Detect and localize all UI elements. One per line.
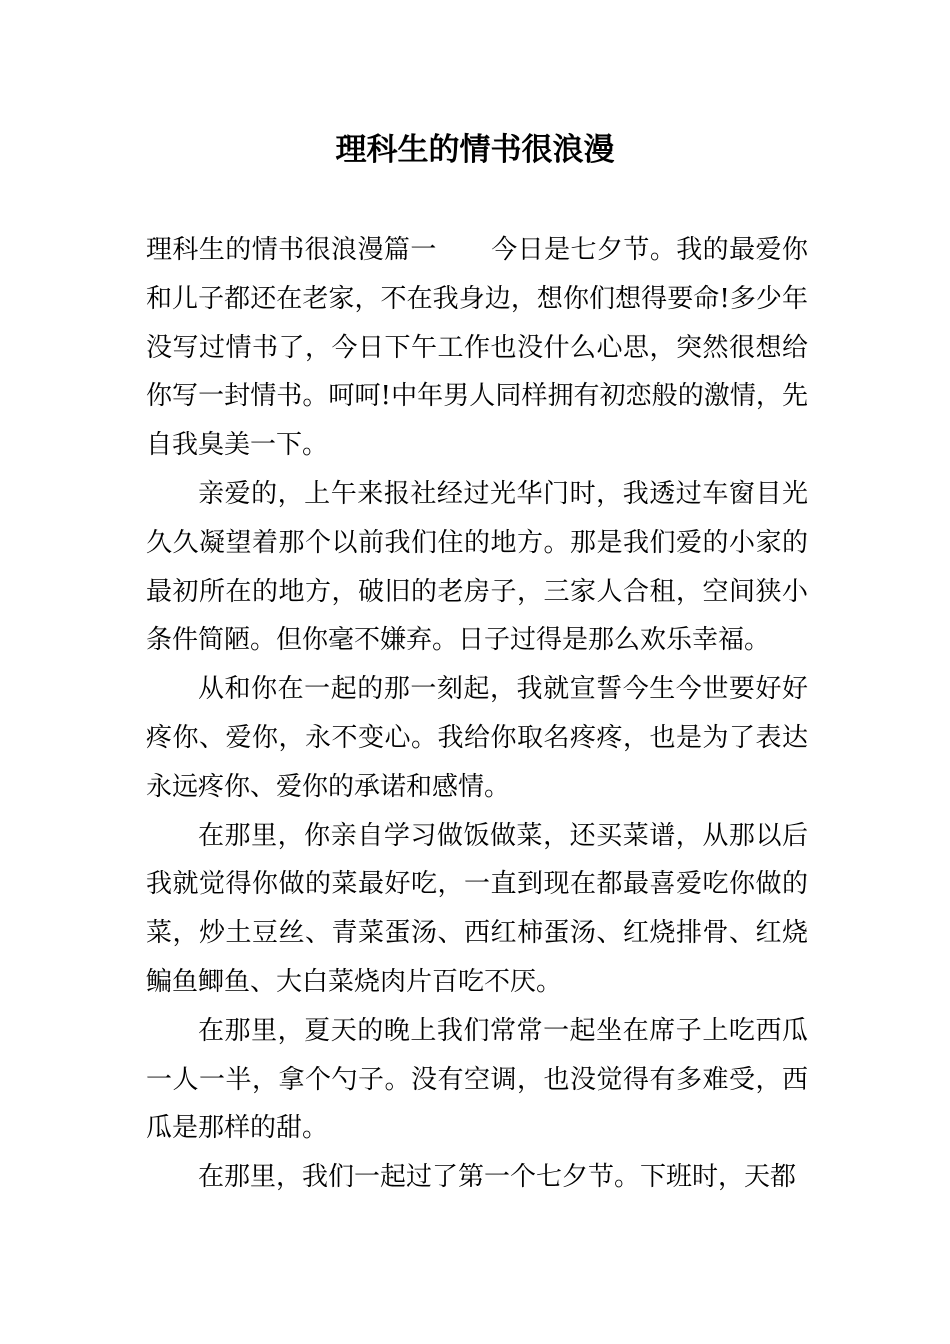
document-title: 理科生的情书很浪漫: [335, 132, 615, 168]
paragraph-4: 在那里，你亲自学习做饭做菜，还买菜谱，从那以后我就觉得你做的菜最好吃，一直到现在都最喜爱吃你做的菜，炒土豆丝、青菜蛋汤、西红柿蛋汤、红烧排骨、红烧鳊鱼鲫鱼、大白菜烧肉片百吃不厌。: [146, 820, 808, 997]
intro-heading: 理科生的情书很浪漫篇一: [146, 235, 437, 265]
paragraph-6: 在那里，我们一起过了第一个七夕节。下班时，天都: [198, 1162, 797, 1193]
paragraph-1-text: 今日是七夕节。我的最爱你和儿子都还在老家，不在我身边，想你们想得要命!多少年没写过情书了，今日下午工作也没什么心思，突然很想给你写一封情书。呵呵!中年男人同样拥有初恋般的激情，先自我臭美一下。: [146, 235, 808, 461]
paragraph-5: 在那里，夏天的晚上我们常常一起坐在席子上吃西瓜一人一半，拿个勺子。没有空调，也没觉得有多难受，西瓜是那样的甜。: [146, 1015, 808, 1144]
paragraph-1: [146, 226, 808, 470]
paragraph-3: 从和你在一起的那一刻起，我就宣誓今生今世要好好疼你、爱你，永不变心。我给你取名疼疼，也是为了表达永远疼你、爱你的承诺和感情。: [146, 674, 808, 802]
document-body: [146, 226, 808, 1202]
paragraph-2: 亲爱的，上午来报社经过光华门时，我透过车窗目光久久凝望着那个以前我们住的地方。那是我们爱的小家的最初所在的地方，破旧的老房子，三家人合租，空间狭小条件简陋。但你毫不嫌弃。日子过得是那么欢乐幸福。: [146, 478, 808, 656]
